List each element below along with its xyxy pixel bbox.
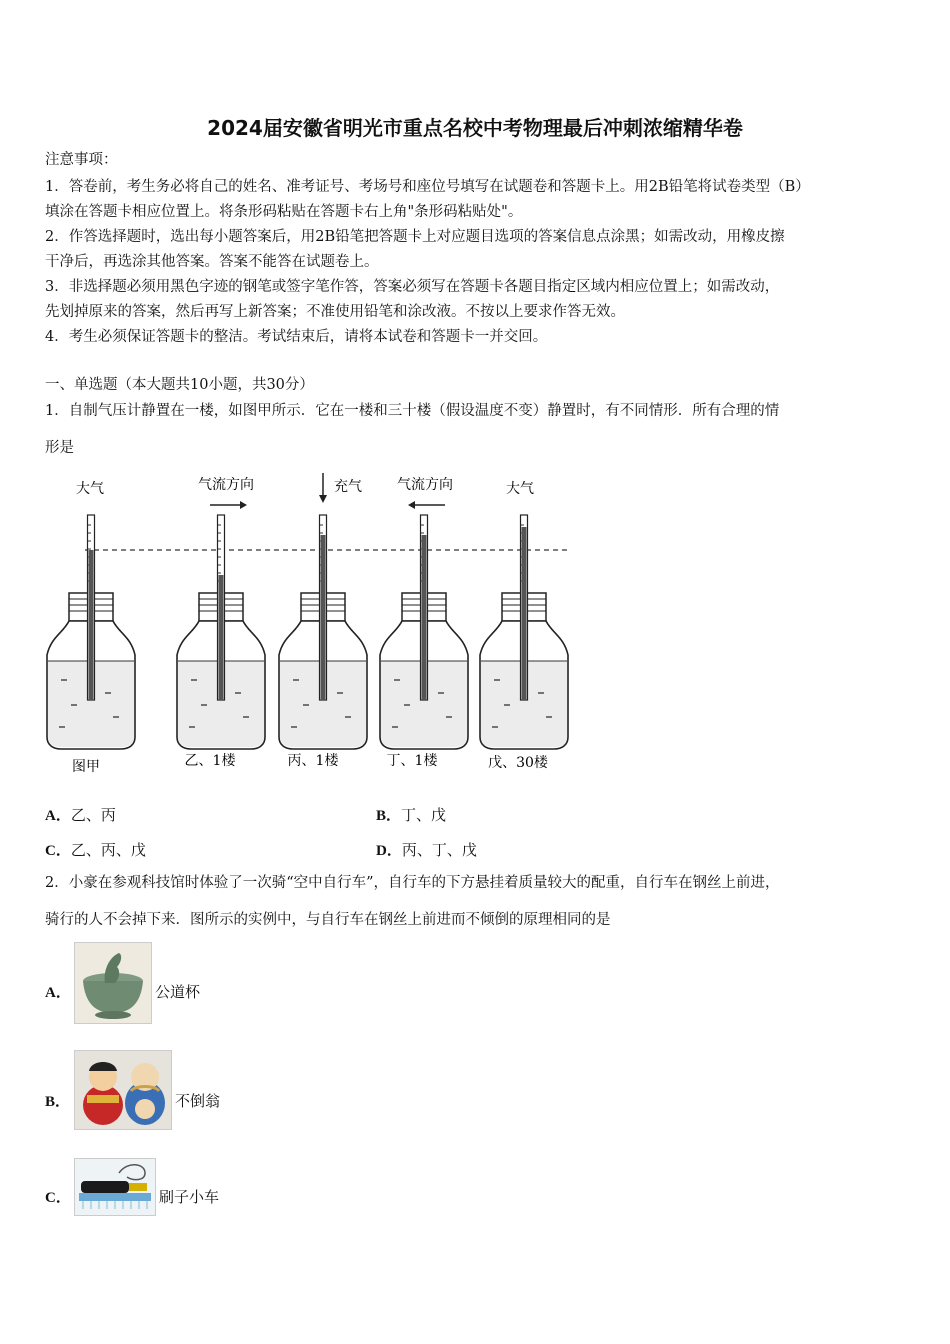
q2-option-a-key[interactable]	[45, 981, 71, 1002]
brush-car-image	[74, 1158, 156, 1216]
fig-top-label: 气流方向	[397, 477, 453, 493]
notice-line: 3．非选择题必须用黑色字迹的钢笔或签字笔作答，答案必须写在答题卡各题目指定区域内相应位置上；如需改动，	[45, 279, 780, 295]
section-heading: 一、单选题（本大题共10小题，共30分）	[45, 377, 314, 393]
fig-top-label: 充气	[334, 479, 362, 495]
option-text: 乙、丙	[70, 806, 116, 824]
option-text: 丙、丁、戊	[401, 841, 477, 859]
notice-line: 填涂在答题卡相应位置上。将条形码粘贴在答题卡右上角"条形码粘贴处"。	[45, 204, 523, 220]
option-key: A．	[45, 985, 71, 1001]
notice-line: 2．作答选择题时，选出每小题答案后，用2B铅笔把答题卡上对应题目选项的答案信息点涂黑；如需改动，用橡皮擦	[45, 229, 785, 245]
q2-option-c-key[interactable]	[45, 1186, 71, 1207]
page-title: 2024届安徽省明光市重点名校中考物理最后冲刺浓缩精华卷	[207, 116, 743, 140]
fig-top-label: 大气	[76, 481, 104, 497]
notice-line: 先划掉原来的答案，然后再写上新答案；不准使用铅笔和涂改液。不按以上要求作答无效。	[45, 304, 625, 320]
option-key: A．	[45, 808, 71, 824]
notice-heading: 注意事项：	[45, 152, 118, 168]
notice-line: 4．考生必须保证答题卡的整洁。考试结束后，请将本试卷和答题卡一并交回。	[45, 329, 548, 345]
q2-option-a-text[interactable]: 公道杯	[155, 983, 201, 1001]
fig-bottom-label: 乙、1楼	[184, 753, 236, 769]
question-1-text: 1．自制气压计静置在一楼，如图甲所示．它在一楼和三十楼（假设温度不变）静置时，有不同情形．所有合理的情	[45, 403, 780, 419]
q2-option-c-text[interactable]: 刷子小车	[159, 1188, 220, 1206]
fig-bottom-label: 丁、1楼	[386, 753, 438, 769]
question-2-text-cont: 骑行的人不会掉下来．图所示的实例中，与自行车在钢丝上前进而不倾倒的原理相同的是	[45, 912, 611, 928]
fig-bottom-label: 图甲	[72, 759, 100, 775]
option-key: D．	[376, 843, 402, 859]
fig-top-label: 气流方向	[198, 477, 254, 493]
barometer-figure	[40, 465, 580, 785]
q1-option-c[interactable]	[45, 839, 146, 860]
tumbler-doll-image	[74, 1050, 172, 1130]
q2-option-b-key[interactable]	[45, 1090, 70, 1111]
option-key: B．	[376, 808, 402, 824]
fig-top-label: 大气	[506, 481, 534, 497]
option-text: 丁、戊	[401, 806, 447, 824]
gongdao-cup-image	[74, 942, 152, 1024]
notice-line: 干净后，再选涂其他答案。答案不能答在试题卷上。	[45, 254, 379, 270]
option-key: C．	[45, 843, 71, 859]
question-1-text-cont: 形是	[45, 440, 74, 456]
q1-option-d[interactable]	[376, 839, 477, 860]
q1-option-b[interactable]	[376, 804, 446, 825]
q2-option-b-text[interactable]: 不倒翁	[175, 1092, 221, 1110]
fig-bottom-label: 丙、1楼	[287, 753, 339, 769]
option-key: B．	[45, 1094, 71, 1110]
notice-line: 1．答卷前，考生务必将自己的姓名、准考证号、考场号和座位号填写在试题卷和答题卡上。用2B铅笔将试卷类型（B）	[45, 179, 810, 195]
option-key: C．	[45, 1190, 71, 1206]
q1-option-a[interactable]	[45, 804, 116, 825]
option-text: 乙、丙、戊	[70, 841, 146, 859]
question-2-text: 2．小豪在参观科技馆时体验了一次骑“空中自行车”，自行车的下方悬挂着质量较大的配重，自行车在钢丝上前进，	[45, 875, 780, 891]
fig-bottom-label: 戊、30楼	[488, 755, 548, 771]
